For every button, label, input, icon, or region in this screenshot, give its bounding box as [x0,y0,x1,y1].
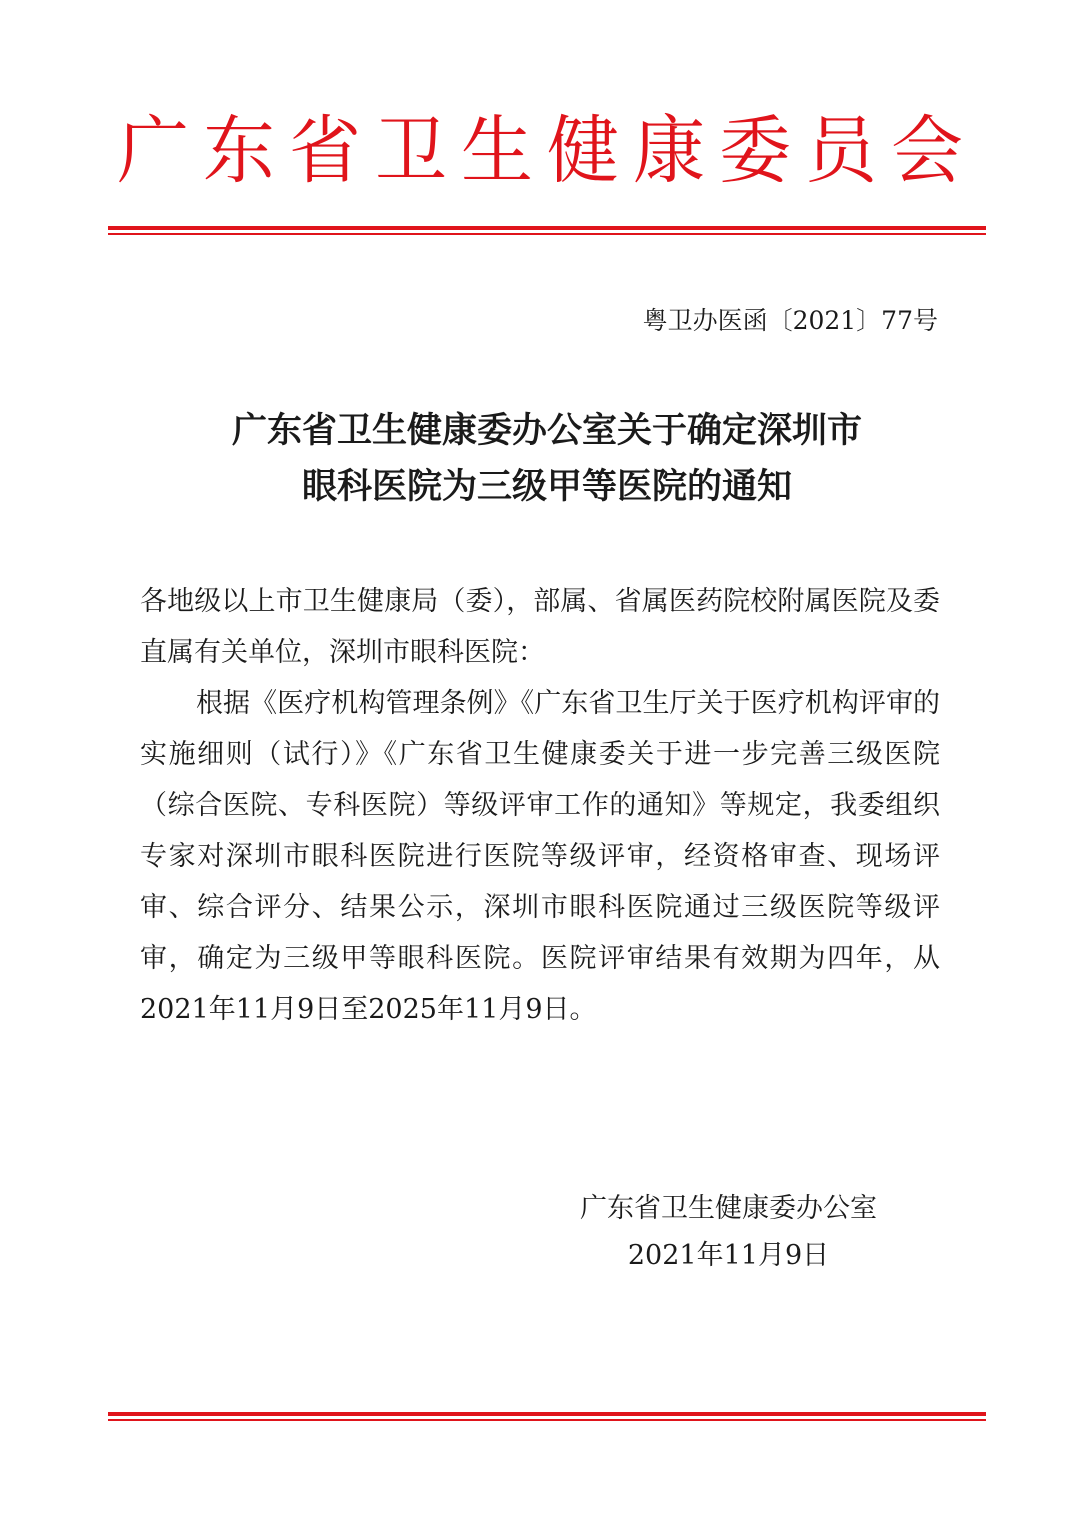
masthead-divider-thin [108,233,986,235]
document-title [108,403,986,515]
document-body [140,576,940,1035]
body-paragraph: 根据《医疗机构管理条例》《广东省卫生厅关于医疗机构评审的实施细则（试行）》《广东省卫生健康委关于进一步完善三级医院（综合医院、专科医院）等级评审工作的通知》等规定，我委组织专家对深圳市眼科医院进行医院等级评审，经资格审查、现场评审、综合评分、结果公示，深圳市眼科医院通过三级医院等级评审，确定为三级甲等眼科医院。医院评审结果有效期为四年，从2021年11月9日至2025年11月9日。 [140,688,940,1025]
document-title-line-1: 广东省卫生健康委办公室关于确定深圳市 [231,411,862,451]
masthead-title: 广东省卫生健康委员会 [116,106,977,194]
footer-divider [108,1412,986,1421]
masthead-divider [108,226,986,235]
document-title-line-2: 眼科医院为三级甲等医院的通知 [301,467,792,507]
masthead-divider-thick [108,226,986,230]
footer-divider-thick [108,1412,986,1416]
signature-office: 广东省卫生健康委办公室 [580,1193,877,1224]
document-number: 粤卫办医函〔2021〕77号 [642,306,938,335]
signature-block [580,1185,877,1279]
signature-date: 2021年11月9日 [627,1240,830,1271]
footer-divider-thin [108,1419,986,1421]
addressee-paragraph: 各地级以上市卫生健康局（委），部属、省属医药院校附属医院及委直属有关单位，深圳市眼科医院： [140,586,940,668]
